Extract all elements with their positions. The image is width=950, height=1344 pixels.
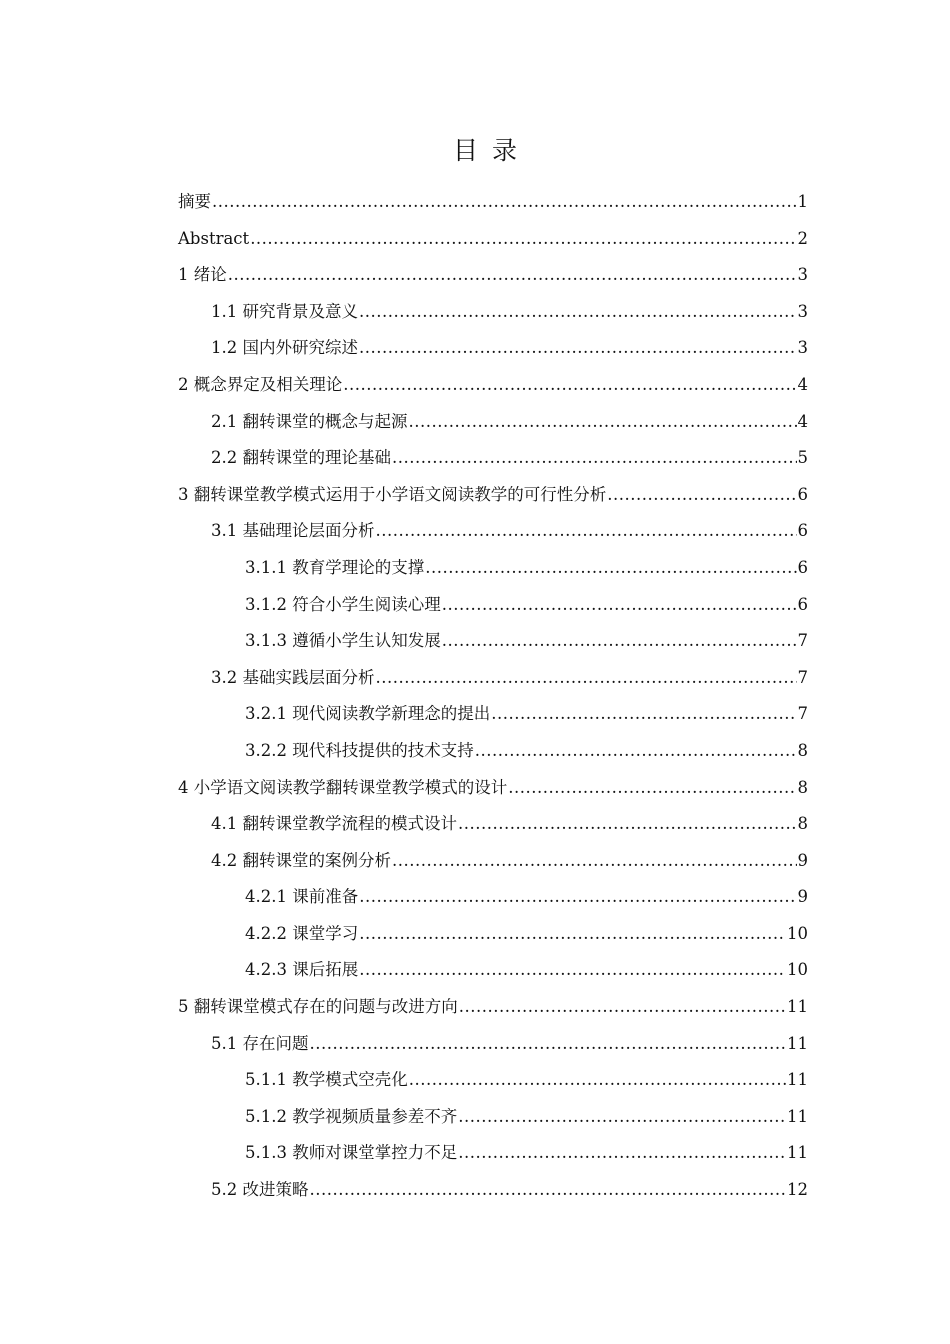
toc-title: 目录 (452, 136, 531, 165)
toc-entry-label: 3.2.2 现代科技提供的技术支持 (245, 740, 474, 760)
toc-entry-page-number: 11 (787, 1070, 808, 1090)
toc-entry-label: 5.1.1 教学模式空壳化 (245, 1070, 408, 1090)
toc-dot-leader (425, 550, 796, 587)
toc-entry-label: 3.1.1 教育学理论的支撑 (245, 557, 425, 577)
toc-entry[interactable] (178, 550, 808, 587)
toc-entry-label: 5.1.3 教师对课堂掌控力不足 (245, 1143, 458, 1163)
toc-entry-label: 4 小学语文阅读教学翻转课堂教学模式的设计 (178, 777, 508, 797)
toc-entry[interactable] (178, 513, 808, 550)
toc-entry-page-number: 11 (787, 997, 808, 1017)
toc-entry[interactable] (178, 1062, 808, 1099)
toc-dot-leader (359, 294, 797, 331)
toc-entry[interactable] (178, 733, 808, 770)
toc-entry-label: 3.2 基础实践层面分析 (211, 667, 375, 687)
toc-entry-page-number: 12 (787, 1180, 808, 1200)
toc-entry[interactable] (178, 952, 808, 989)
toc-dot-leader (475, 733, 797, 770)
toc-entry-label: 4.2.1 课前准备 (245, 887, 359, 907)
toc-entry-label: 3.1.2 符合小学生阅读心理 (245, 594, 441, 614)
toc-entry-label: 3.2.1 现代阅读教学新理念的提出 (245, 704, 491, 724)
toc-entry-page-number: 9 (797, 850, 808, 870)
toc-list (178, 184, 808, 1209)
toc-entry-page-number: 6 (797, 521, 808, 541)
toc-entry[interactable] (178, 294, 808, 331)
toc-entry-page-number: 8 (797, 777, 808, 797)
toc-entry-label: 5.1 存在问题 (211, 1033, 309, 1053)
toc-dot-leader (458, 806, 797, 843)
toc-dot-leader (250, 221, 796, 258)
toc-entry-label: 2.2 翻转课堂的理论基础 (211, 448, 391, 468)
toc-dot-leader (458, 1099, 786, 1136)
toc-entry[interactable] (178, 257, 808, 294)
toc-dot-leader (442, 587, 797, 624)
toc-entry-page-number: 6 (797, 484, 808, 504)
toc-dot-leader (376, 660, 797, 697)
toc-dot-leader (508, 770, 796, 807)
toc-entry-label: 2 概念界定及相关理论 (178, 374, 343, 394)
toc-entry-page-number: 7 (797, 704, 808, 724)
toc-entry-label: 4.1 翻转课堂教学流程的模式设计 (211, 814, 457, 834)
toc-entry-label: 5 翻转课堂模式存在的问题与改进方向 (178, 997, 458, 1017)
toc-entry-page-number: 11 (787, 1033, 808, 1053)
toc-entry[interactable] (178, 404, 808, 441)
toc-entry-page-number: 11 (787, 1106, 808, 1126)
toc-entry[interactable] (178, 477, 808, 514)
toc-entry-page-number: 6 (797, 594, 808, 614)
toc-entry-page-number: 5 (797, 448, 808, 468)
toc-entry-page-number: 10 (787, 960, 808, 980)
toc-dot-leader (212, 184, 797, 221)
toc-entry-page-number: 11 (787, 1143, 808, 1163)
toc-entry[interactable] (178, 221, 808, 258)
toc-entry-page-number: 4 (797, 411, 808, 431)
toc-entry-label: 4.2.2 课堂学习 (245, 923, 359, 943)
toc-entry[interactable] (178, 367, 808, 404)
toc-entry[interactable] (178, 440, 808, 477)
toc-entry[interactable] (178, 623, 808, 660)
toc-dot-leader (359, 952, 786, 989)
toc-entry[interactable] (178, 806, 808, 843)
toc-entry-page-number: 3 (797, 301, 808, 321)
toc-dot-leader (442, 623, 797, 660)
toc-entry-page-number: 1 (797, 192, 808, 211)
toc-entry[interactable] (178, 843, 808, 880)
toc-dot-leader (310, 1172, 787, 1209)
toc-entry-label: 摘要 (178, 192, 211, 211)
toc-dot-leader (607, 477, 796, 514)
toc-entry[interactable] (178, 660, 808, 697)
toc-entry-page-number: 10 (787, 923, 808, 943)
toc-dot-leader (409, 1062, 786, 1099)
toc-entry[interactable] (178, 1026, 808, 1063)
toc-dot-leader (392, 440, 797, 477)
toc-dot-leader (458, 1135, 786, 1172)
toc-dot-leader (409, 404, 797, 441)
toc-entry-page-number: 4 (797, 374, 808, 394)
toc-dot-leader (310, 1026, 787, 1063)
toc-entry-label: 3.1.3 遵循小学生认知发展 (245, 631, 441, 651)
toc-entry-page-number: 2 (797, 228, 808, 248)
toc-entry-page-number: 8 (797, 814, 808, 834)
toc-entry-label: 5.2 改进策略 (211, 1180, 309, 1200)
toc-entry[interactable] (178, 696, 808, 733)
toc-entry[interactable] (178, 1135, 808, 1172)
toc-entry-label: 2.1 翻转课堂的概念与起源 (211, 411, 408, 431)
toc-entry[interactable] (178, 916, 808, 953)
toc-dot-leader (392, 843, 797, 880)
toc-entry-page-number: 7 (797, 631, 808, 651)
toc-dot-leader (459, 989, 786, 1026)
toc-entry-page-number: 7 (797, 667, 808, 687)
toc-dot-leader (343, 367, 796, 404)
toc-entry[interactable] (178, 770, 808, 807)
toc-entry-label: 3.1 基础理论层面分析 (211, 521, 375, 541)
toc-entry-label: 5.1.2 教学视频质量参差不齐 (245, 1106, 458, 1126)
toc-entry-label: 1.1 研究背景及意义 (211, 301, 358, 321)
toc-entry-page-number: 3 (797, 338, 808, 358)
toc-dot-leader (376, 513, 797, 550)
toc-entry[interactable] (178, 1099, 808, 1136)
toc-entry[interactable] (178, 587, 808, 624)
toc-entry[interactable] (178, 330, 808, 367)
toc-entry-label: 1.2 国内外研究综述 (211, 338, 358, 358)
toc-dot-leader (359, 330, 797, 367)
toc-entry-label: 1 绪论 (178, 265, 227, 285)
toc-dot-leader (359, 916, 786, 953)
toc-entry-label: 4.2.3 课后拓展 (245, 960, 359, 980)
toc-entry-page-number: 3 (797, 265, 808, 285)
toc-dot-leader (491, 696, 796, 733)
toc-entry-label: Abstract (178, 228, 250, 248)
toc-entry[interactable] (178, 184, 808, 221)
toc-entry-page-number: 9 (797, 887, 808, 907)
toc-entry-label: 4.2 翻转课堂的案例分析 (211, 850, 391, 870)
toc-entry[interactable] (178, 989, 808, 1026)
toc-dot-leader (228, 257, 797, 294)
toc-entry[interactable] (178, 1172, 808, 1209)
toc-entry-page-number: 8 (797, 740, 808, 760)
toc-entry-label: 3 翻转课堂教学模式运用于小学语文阅读教学的可行性分析 (178, 484, 607, 504)
toc-entry[interactable] (178, 879, 808, 916)
toc-entry-page-number: 6 (797, 557, 808, 577)
toc-dot-leader (359, 879, 796, 916)
